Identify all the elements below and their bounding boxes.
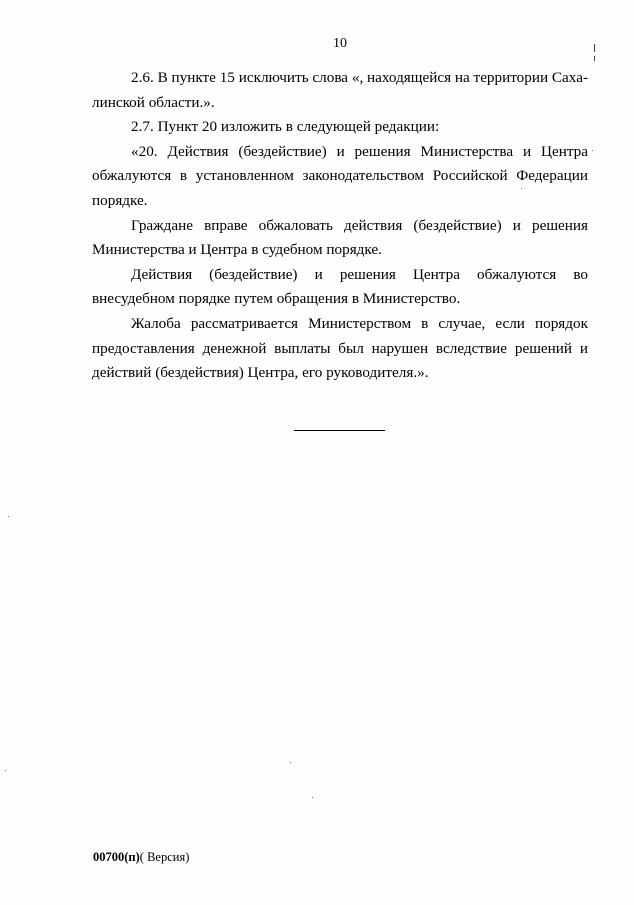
scan-speck <box>312 797 313 798</box>
document-code-version: ( Версия) <box>139 850 190 864</box>
scan-speck <box>592 150 593 151</box>
document-code-number: 00700(п) <box>93 850 140 864</box>
scan-speck <box>521 188 522 189</box>
paragraph-20-appeal: «20. Действия (бездействие) и решения Министерства и Центра обжалуются в установленном законодательством Российской Федерации порядке. <box>92 142 588 209</box>
scan-mark <box>594 56 595 61</box>
scan-mark <box>594 44 595 52</box>
scan-speck <box>5 770 6 771</box>
scan-speck <box>290 762 291 763</box>
document-code <box>93 850 189 865</box>
paragraph-2-7: 2.7. Пункт 20 изложить в следующей редакции: <box>131 118 440 136</box>
document-body <box>92 66 588 386</box>
paragraph-complaint: Жалоба рассматривается Министерством в случае, если порядок предоставления денежной выплаты был нарушен вследствие решений и действий (бездействия) Центра, его руководителя.». <box>92 314 588 382</box>
paragraph-2-6: 2.6. В пункте 15 исключить слова «, находящейся на территории Сахалинской области.». <box>92 69 588 111</box>
paragraph-court-appeal: Граждане вправе обжаловать действия (бездействие) и решения Министерства и Центра в судебном порядке. <box>92 216 588 259</box>
page-number: 10 <box>333 36 347 51</box>
scan-speck <box>8 516 9 517</box>
paragraph-pretrial-appeal: Действия (бездействие) и решения Центра обжалуются во внесудебном порядке путем обращения в Министерство. <box>92 265 588 308</box>
end-separator-line <box>294 430 385 431</box>
